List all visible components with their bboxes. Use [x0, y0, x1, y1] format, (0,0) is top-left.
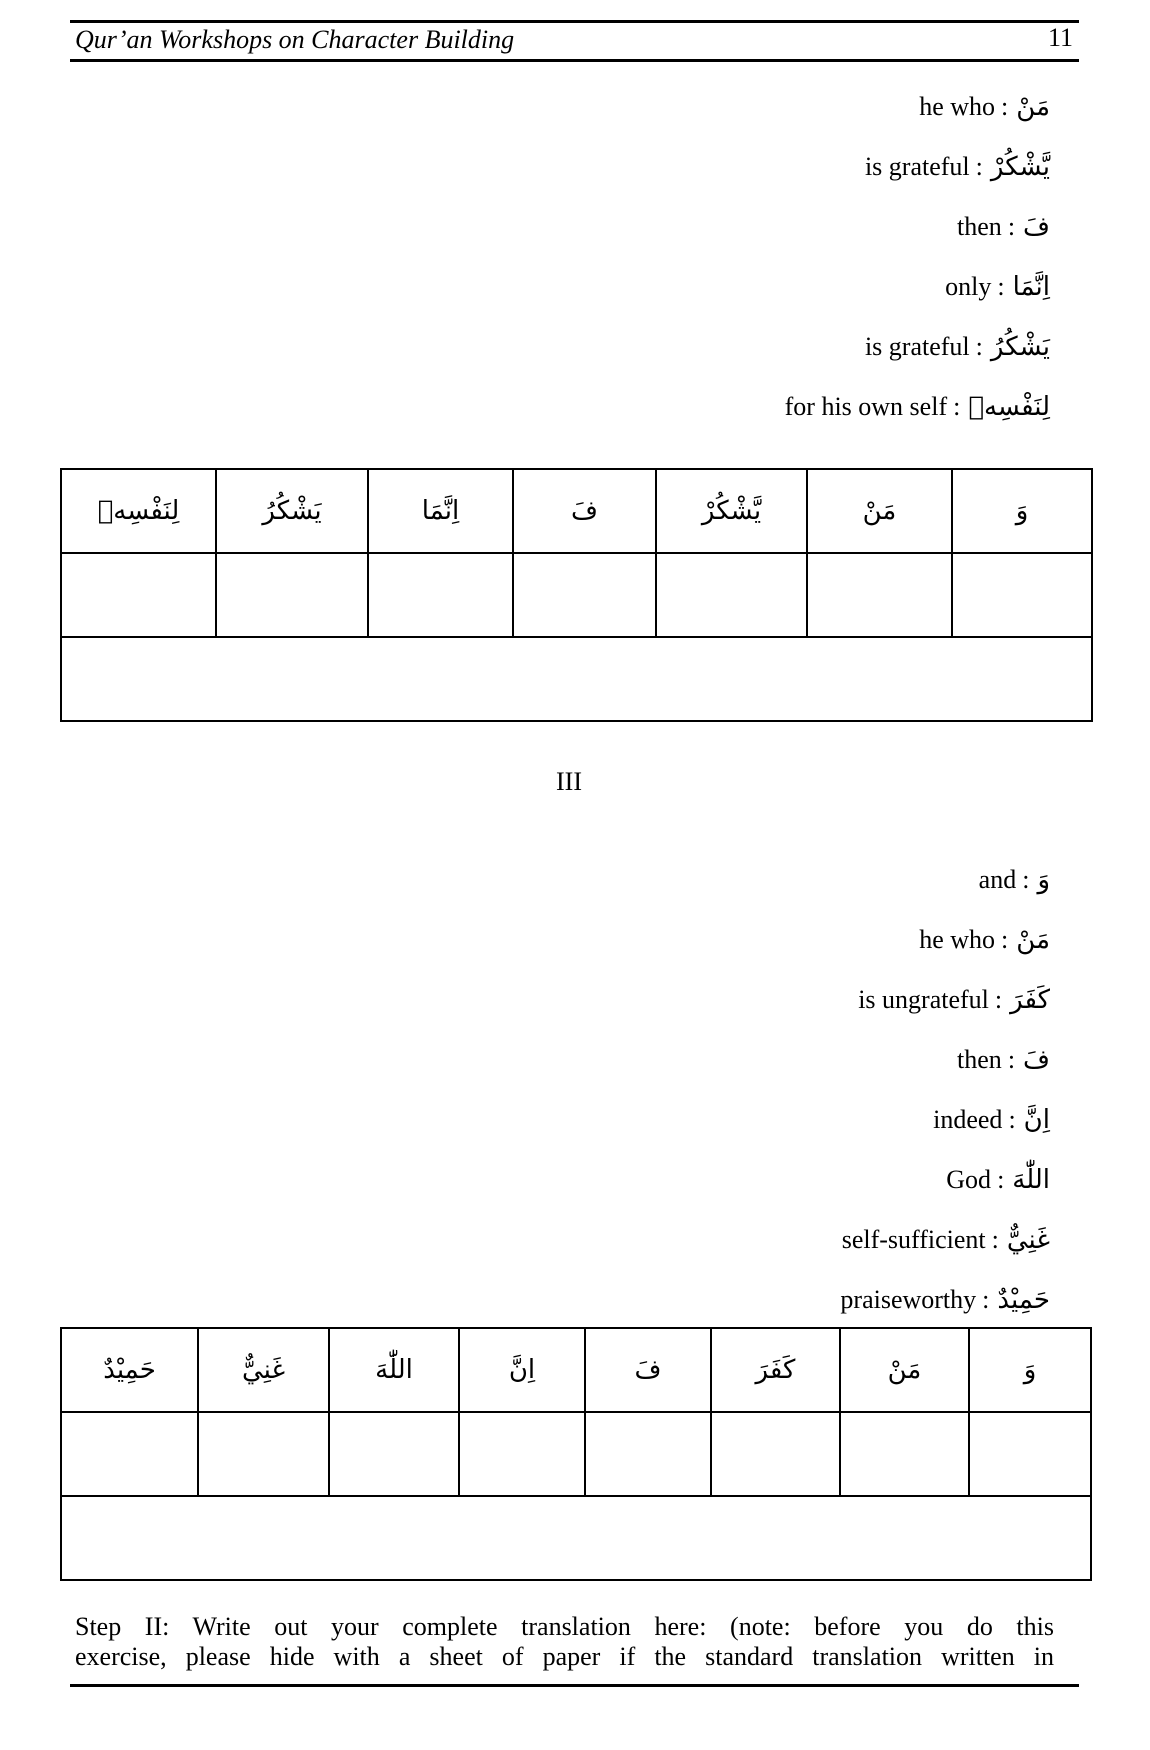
step-2-instructions: [75, 1612, 1054, 1672]
arabic-word-cell: كَفَرَ: [711, 1328, 840, 1412]
gloss-separator: :: [1001, 925, 1009, 954]
header-top-rule: [70, 20, 1079, 23]
word-translation-cell[interactable]: [513, 553, 656, 637]
arabic-word-cell: اِنَّ: [459, 1328, 585, 1412]
gloss-english: self-sufficient: [841, 1225, 986, 1254]
running-title: Qur’an Workshops on Character Building: [75, 25, 515, 54]
word-translation-table: [60, 468, 1093, 722]
gloss-arabic: لِنَفْسِهٖ: [968, 392, 1050, 422]
gloss-english: God: [946, 1165, 992, 1194]
arabic-words-row: [61, 469, 1092, 553]
full-translation-cell[interactable]: [61, 637, 1092, 721]
gloss-separator: :: [1007, 1045, 1016, 1074]
gloss-separator: :: [975, 332, 983, 361]
gloss-english: is ungrateful: [858, 985, 989, 1014]
full-translation-row: [61, 1496, 1091, 1580]
gloss-arabic: حَمِيْدٌ: [997, 1285, 1050, 1315]
gloss-arabic: وَ: [1037, 865, 1050, 895]
gloss-english: then: [957, 1045, 1002, 1074]
gloss-item: [350, 865, 1050, 925]
gloss-english: then: [957, 212, 1002, 241]
gloss-separator: :: [1022, 865, 1030, 894]
word-translation-cell[interactable]: [952, 553, 1092, 637]
arabic-word-cell: يَّشْكُرْ: [656, 469, 807, 553]
arabic-word-cell: وَ: [952, 469, 1092, 553]
gloss-english: and: [978, 865, 1017, 894]
arabic-word-cell: مَنْ: [807, 469, 952, 553]
gloss-separator: :: [997, 1165, 1005, 1194]
word-translation-cell[interactable]: [61, 553, 216, 637]
word-translation-row: [61, 553, 1092, 637]
word-translation-cell[interactable]: [585, 1412, 711, 1496]
word-translation-cell[interactable]: [656, 553, 807, 637]
gloss-arabic: يَّشْكُرْ: [990, 152, 1050, 182]
instructions-line: exercise, please hide with a sheet of paper if the standard translation written in: [75, 1642, 1054, 1671]
gloss-english: indeed: [933, 1105, 1003, 1134]
footer-rule: [70, 1684, 1079, 1687]
gloss-separator: :: [975, 152, 983, 181]
arabic-word-cell: مَنْ: [840, 1328, 969, 1412]
gloss-english: only: [945, 272, 992, 301]
gloss-item: [350, 152, 1050, 212]
arabic-word-cell: فَ: [513, 469, 656, 553]
gloss-arabic: فَ: [1023, 1045, 1050, 1075]
gloss-english: is grateful: [864, 152, 970, 181]
gloss-separator: :: [997, 272, 1005, 301]
page-number: 11: [1047, 23, 1073, 52]
word-translation-cell[interactable]: [969, 1412, 1091, 1496]
word-translation-cell[interactable]: [216, 553, 368, 637]
full-translation-cell[interactable]: [61, 1496, 1091, 1580]
arabic-word-cell: غَنِيٌّ: [198, 1328, 329, 1412]
word-translation-cell[interactable]: [711, 1412, 840, 1496]
gloss-separator: :: [1007, 212, 1016, 241]
gloss-item: [350, 392, 1050, 452]
word-translation-cell[interactable]: [807, 553, 952, 637]
instructions-line: Step II: Write out your complete translation here: (note: before you do this: [75, 1612, 1054, 1641]
word-translation-cell[interactable]: [198, 1412, 329, 1496]
gloss-item: [350, 925, 1050, 985]
arabic-word-cell: وَ: [969, 1328, 1091, 1412]
gloss-item: [350, 1225, 1050, 1285]
gloss-item: [350, 272, 1050, 332]
section-label: III: [556, 767, 582, 796]
gloss-item: [350, 92, 1050, 152]
gloss-item: [350, 1045, 1050, 1105]
arabic-word-cell: اِنَّمَا: [368, 469, 513, 553]
word-translation-cell[interactable]: [459, 1412, 585, 1496]
gloss-separator: :: [991, 1225, 999, 1254]
gloss-english: he who: [919, 925, 996, 954]
full-translation-row: [61, 637, 1092, 721]
gloss-arabic: كَفَرَ: [1010, 985, 1050, 1015]
arabic-word-cell: حَمِيْدٌ: [61, 1328, 198, 1412]
word-translation-cell[interactable]: [329, 1412, 459, 1496]
arabic-word-cell: اللّٰهَ: [329, 1328, 459, 1412]
header-bottom-rule: [70, 59, 1079, 62]
vocabulary-gloss-list: [350, 92, 1050, 452]
arabic-word-cell: لِنَفْسِهٖ: [61, 469, 216, 553]
vocabulary-gloss-list: [350, 865, 1050, 1345]
gloss-arabic: فَ: [1023, 212, 1050, 242]
gloss-arabic: اللّٰهَ: [1012, 1165, 1050, 1195]
arabic-word-cell: فَ: [585, 1328, 711, 1412]
gloss-arabic: اِنَّ: [1023, 1105, 1050, 1135]
gloss-item: [350, 985, 1050, 1045]
gloss-separator: :: [953, 392, 961, 421]
gloss-arabic: مَنْ: [1016, 925, 1050, 955]
gloss-item: [350, 332, 1050, 392]
word-translation-cell[interactable]: [61, 1412, 198, 1496]
gloss-separator: :: [1008, 1105, 1016, 1134]
arabic-words-row: [61, 1328, 1091, 1412]
word-translation-cell[interactable]: [368, 553, 513, 637]
gloss-english: for his own self: [784, 392, 948, 421]
gloss-separator: :: [982, 1285, 990, 1314]
gloss-arabic: يَشْكُرُ: [990, 332, 1050, 362]
gloss-english: is grateful: [864, 332, 970, 361]
word-translation-cell[interactable]: [840, 1412, 969, 1496]
gloss-arabic: اِنَّمَا: [1012, 272, 1050, 302]
gloss-separator: :: [1001, 92, 1009, 121]
gloss-item: [350, 1165, 1050, 1225]
word-translation-table: [60, 1327, 1092, 1581]
arabic-word-cell: يَشْكُرُ: [216, 469, 368, 553]
gloss-english: he who: [919, 92, 996, 121]
gloss-english: praiseworthy: [840, 1285, 977, 1314]
gloss-arabic: غَنِيٌّ: [1006, 1225, 1050, 1255]
gloss-item: [350, 1105, 1050, 1165]
word-translation-row: [61, 1412, 1091, 1496]
gloss-item: [350, 212, 1050, 272]
gloss-arabic: مَنْ: [1016, 92, 1050, 122]
gloss-separator: :: [994, 985, 1003, 1014]
